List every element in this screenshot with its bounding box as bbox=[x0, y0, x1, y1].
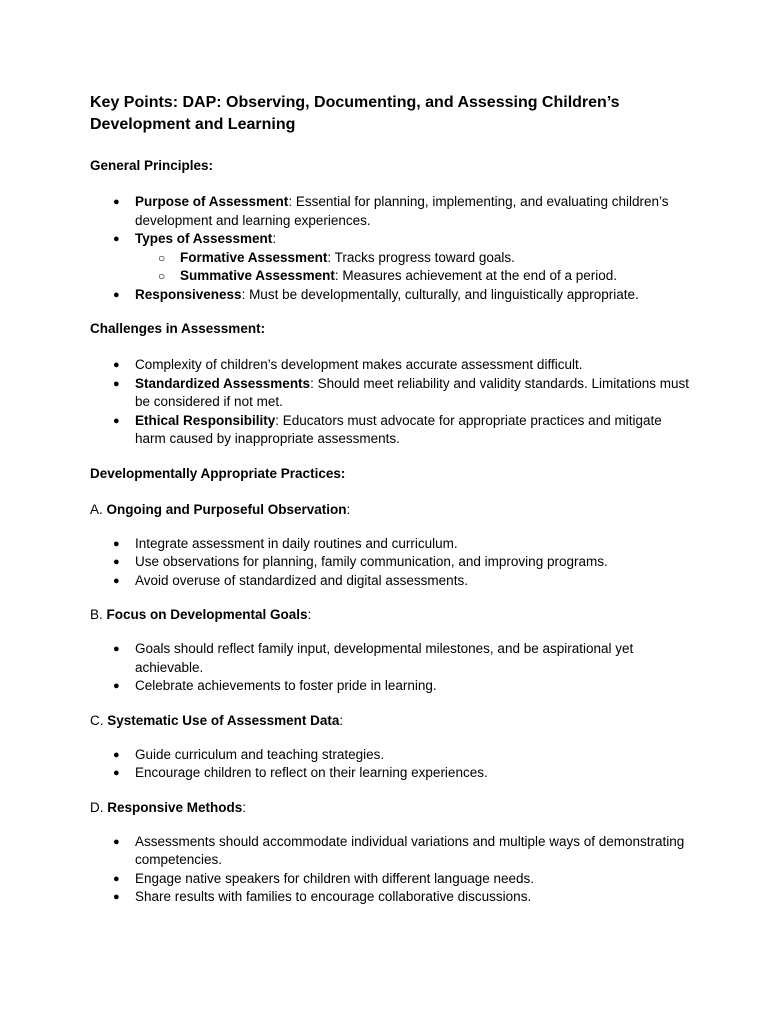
list-item-text: : bbox=[272, 231, 277, 246]
list-item-term: Ethical Responsibility bbox=[135, 412, 276, 428]
bullet-icon: ● bbox=[113, 196, 120, 208]
document-page bbox=[90, 92, 690, 923]
sub-heading-title: Responsive Methods bbox=[107, 799, 243, 815]
bullet-icon: ● bbox=[113, 891, 120, 903]
sub-heading-suffix: : bbox=[346, 501, 351, 517]
bullet-icon: ● bbox=[113, 835, 120, 848]
sub-heading-title: Focus on Developmental Goals bbox=[106, 607, 308, 622]
sub-heading-prefix: C. bbox=[90, 712, 108, 728]
bullet-icon: ● bbox=[113, 556, 120, 568]
sub-heading-a bbox=[90, 501, 690, 519]
bullet-icon: ● bbox=[113, 377, 120, 390]
sub-list-item bbox=[135, 249, 690, 268]
list-item-text: Share results with families to encourage collaborative discussions. bbox=[135, 889, 532, 904]
list-item-text: Guide curriculum and teaching strategies. bbox=[135, 746, 385, 762]
bullet-icon: ● bbox=[113, 872, 120, 885]
assessment-data-list bbox=[90, 746, 690, 783]
list-item bbox=[90, 888, 690, 907]
bullet-icon: ● bbox=[113, 414, 120, 427]
list-item-text: : Essential for planning, implementing, and evaluating children’s development and learning experiences. bbox=[135, 194, 669, 228]
sub-heading-title: Ongoing and Purposeful Observation bbox=[106, 501, 347, 517]
list-item bbox=[90, 553, 690, 572]
sub-heading-b bbox=[90, 606, 690, 624]
sub-heading-c bbox=[90, 712, 690, 730]
section-heading-general: General Principles: bbox=[90, 158, 214, 173]
bullet-icon: ● bbox=[113, 748, 120, 761]
sub-heading-title: Systematic Use of Assessment Data bbox=[107, 712, 340, 728]
list-item-term: Purpose of Assessment bbox=[135, 194, 289, 209]
goals-list bbox=[90, 640, 690, 696]
list-item bbox=[90, 746, 690, 765]
sub-list-item bbox=[135, 267, 690, 286]
types-of-assessment-sublist bbox=[135, 249, 690, 286]
list-item bbox=[90, 640, 690, 677]
list-item bbox=[90, 572, 690, 591]
sub-list-item-term: Summative Assessment bbox=[180, 268, 335, 283]
hollow-bullet-icon: ○ bbox=[158, 269, 166, 283]
list-item-text: Engage native speakers for children with different language needs. bbox=[135, 870, 535, 886]
list-item bbox=[90, 193, 690, 230]
sub-list-item-text: : Tracks progress toward goals. bbox=[327, 249, 515, 265]
list-item bbox=[90, 412, 690, 449]
list-item-term: Standardized Assessments bbox=[135, 375, 311, 391]
list-item bbox=[90, 764, 690, 783]
bullet-icon: ● bbox=[113, 233, 120, 245]
sub-list-item-text: : Measures achievement at the end of a period. bbox=[334, 268, 617, 283]
responsive-methods-list bbox=[90, 833, 690, 907]
list-item-text: Avoid overuse of standardized and digital assessments. bbox=[135, 572, 468, 588]
bullet-icon: ● bbox=[113, 643, 120, 655]
sub-heading-suffix: : bbox=[242, 799, 247, 815]
hollow-bullet-icon: ○ bbox=[158, 250, 166, 265]
sub-list-item-term: Formative Assessment bbox=[180, 249, 328, 265]
bullet-icon: ● bbox=[113, 767, 120, 779]
list-item-text: Use observations for planning, family communication, and improving programs. bbox=[135, 554, 608, 569]
general-principles-list bbox=[90, 193, 690, 304]
list-item bbox=[90, 870, 690, 889]
sub-heading-suffix: : bbox=[339, 712, 344, 728]
list-item bbox=[90, 230, 690, 286]
document-title: Key Points: DAP: Observing, Documenting, and Assessing Children’s Development and Learning bbox=[90, 94, 620, 133]
list-item-term: Types of Assessment bbox=[135, 231, 273, 246]
bullet-icon: ● bbox=[113, 680, 120, 692]
list-item bbox=[90, 356, 690, 375]
list-item-text: Assessments should accommodate individual variations and multiple ways of demonstrating competencies. bbox=[135, 833, 685, 867]
bullet-icon: ● bbox=[113, 574, 120, 587]
sub-heading-prefix: D. bbox=[90, 799, 108, 815]
list-item bbox=[90, 286, 690, 305]
section-heading-challenges: Challenges in Assessment: bbox=[90, 321, 266, 336]
list-item-text: Goals should reflect family input, developmental milestones, and be aspirational yet achievable. bbox=[135, 641, 634, 675]
list-item-text: Celebrate achievements to foster pride in learning. bbox=[135, 678, 437, 693]
sub-heading-d bbox=[90, 799, 690, 817]
list-item-text: Integrate assessment in daily routines and curriculum. bbox=[135, 535, 458, 551]
list-item-text: Encourage children to reflect on their learning experiences. bbox=[135, 765, 488, 780]
bullet-icon: ● bbox=[113, 537, 120, 550]
list-item-text: Complexity of children’s development makes accurate assessment difficult. bbox=[135, 357, 583, 372]
observation-list bbox=[90, 535, 690, 591]
bullet-icon: ● bbox=[113, 288, 120, 301]
sub-heading-suffix: : bbox=[307, 607, 312, 622]
list-item bbox=[90, 677, 690, 696]
sub-heading-prefix: B. bbox=[90, 607, 107, 622]
list-item bbox=[90, 833, 690, 870]
list-item bbox=[90, 375, 690, 412]
section-heading-dap: Developmentally Appropriate Practices: bbox=[90, 465, 346, 481]
sub-heading-prefix: A. bbox=[90, 501, 107, 517]
list-item-text: : Should meet reliability and validity standards. Limitations must be considered if not met. bbox=[135, 375, 690, 409]
bullet-icon: ● bbox=[113, 359, 120, 371]
list-item-text: : Educators must advocate for appropriate practices and mitigate harm caused by inappropriate assessments. bbox=[135, 412, 662, 446]
list-item-term: Responsiveness bbox=[135, 286, 242, 302]
list-item bbox=[90, 535, 690, 554]
list-item-text: : Must be developmentally, culturally, and linguistically appropriate. bbox=[241, 286, 639, 302]
challenges-list bbox=[90, 356, 690, 449]
